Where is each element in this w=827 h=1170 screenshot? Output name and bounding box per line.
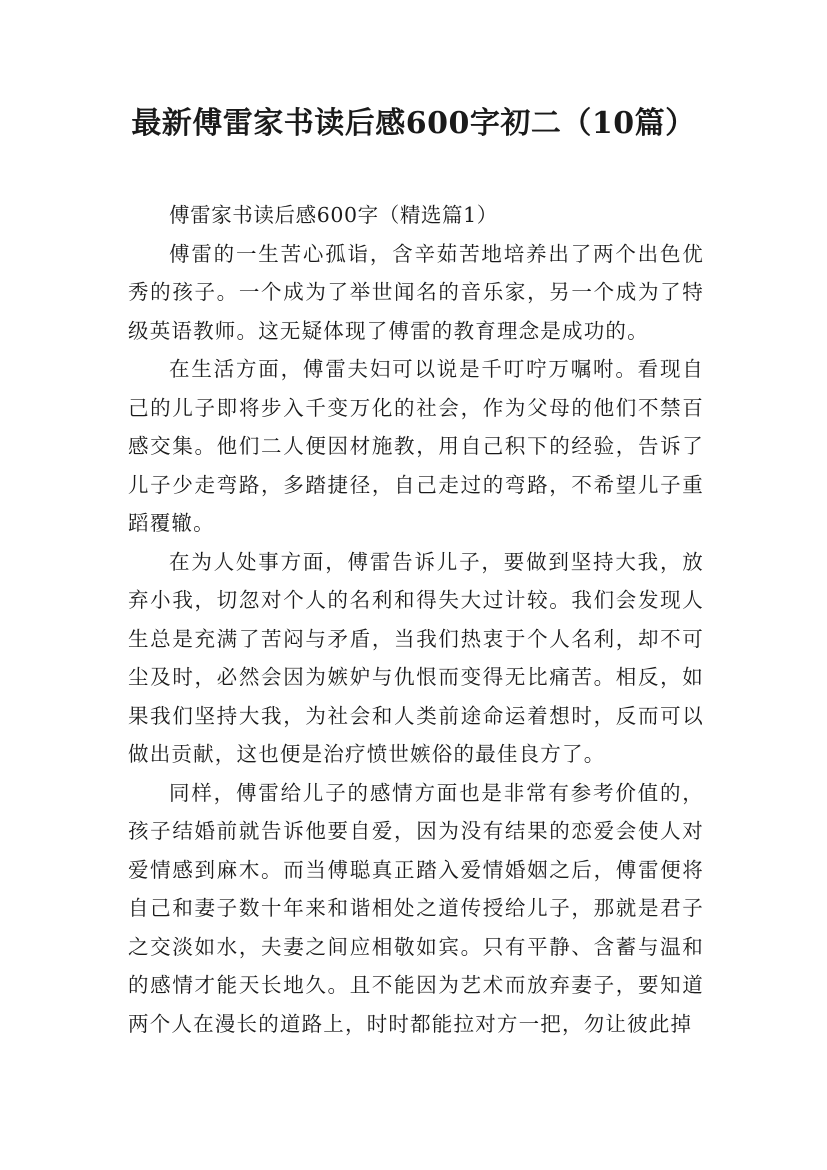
paragraph: 在为人处事方面，傅雷告诉儿子，要做到坚持大我，放弃小我，切忽对个人的名利和得失大过计较。我们会发现人生总是充满了苦闷与矛盾，当我们热衷于个人名利，却不可尘及时，必然会因为嫉妒与仇恨而变得无比痛苦。相反，如果我们坚持大我，为社会和人类前途命运着想时，反而可以做出贡献，这也便是治疗愤世嫉俗的最佳良方了。 [128, 549, 704, 766]
document-body [128, 196, 704, 1043]
document-title: 最新傅雷家书读后感600字初二（10篇） [131, 106, 696, 141]
section-heading: 傅雷家书读后感600字（精选篇1） [169, 203, 498, 227]
paragraph: 同样，傅雷给儿子的感情方面也是非常有参考价值的，孩子结婚前就告诉他要自爱，因为没有结果的恋爱会使人对爱情感到麻木。而当傅聪真正踏入爱情婚姻之后，傅雷便将自己和妻子数十年来和谐相处之道传授给儿子，那就是君子之交淡如水，夫妻之间应相敬如宾。只有平静、含蓄与温和的感情才能天长地久。且不能因为艺术而放弃妻子，要知道两个人在漫长的道路上，时时都能拉对方一把，勿让彼此掉 [128, 780, 704, 1036]
paragraph: 傅雷的一生苦心孤诣，含辛茹苦地培养出了两个出色优秀的孩子。一个成为了举世闻名的音乐家，另一个成为了特级英语教师。这无疑体现了傅雷的教育理念是成功的。 [128, 241, 704, 343]
paragraph: 在生活方面，傅雷夫妇可以说是千叮咛万嘱咐。看现自己的儿子即将步入千变万化的社会，作为父母的他们不禁百感交集。他们二人便因材施教，用自己积下的经验，告诉了儿子少走弯路，多踏捷径，自己走过的弯路，不希望儿子重蹈覆辙。 [128, 357, 704, 535]
